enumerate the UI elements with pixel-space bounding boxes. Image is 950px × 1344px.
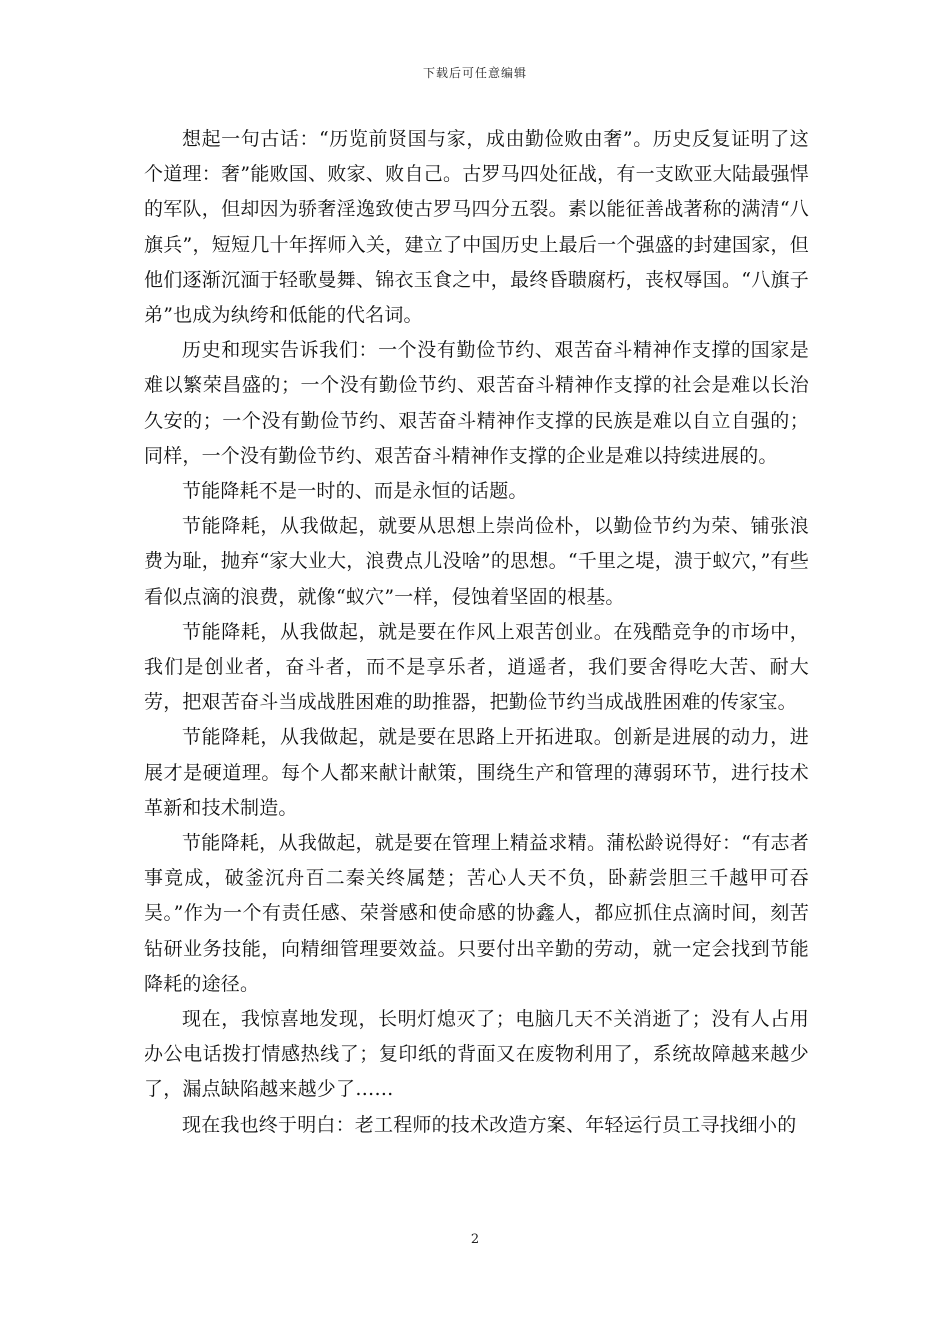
paragraph-history-reality: 历史和现实告诉我们：一个没有勤俭节约、艰苦奋斗精神作支撑的国家是难以繁荣昌盛的；一个没有勤俭节约、艰苦奋斗精神作支撑的社会是难以长治久安的；一个没有勤俭节约、艰苦奋斗精神作支撑的民族是难以自立自强的；同样，一个没有勤俭节约、艰苦奋斗精神作支撑的企业是难以持续进展的。 <box>144 339 809 467</box>
paragraph-understanding: 现在我也终于明白：老工程师的技术改造方案、年轻运行员工寻找细小的 <box>182 1113 797 1136</box>
page-number: 2 <box>470 1232 480 1247</box>
paragraph-innovation: 节能降耗，从我做起，就是要在思路上开拓进取。创新是进展的动力，进展才是硬道理。每个人都来献计献策，围绕生产和管理的薄弱环节，进行技术革新和技术制造。 <box>144 726 809 819</box>
paragraph-style: 节能降耗，从我做起，就是要在作风上艰苦创业。在残酷竞争的市场中，我们是创业者，奋斗者，而不是享乐者，逍遥者，我们要舍得吃大苦、耐大劳，把艰苦奋斗当成战胜困难的助推器，把勤俭节约当成战胜困难的传家宝。 <box>144 620 809 714</box>
paragraph-thought: 节能降耗，从我做起，就要从思想上崇尚俭朴，以勤俭节约为荣、铺张浪费为耻，抛弃“家大业大，浪费点儿没啥”的思想。“千里之堤，溃于蚁穴，”有些看似点滴的浪费，就像“蚁穴”一样，侵蚀着坚固的根基。 <box>144 515 809 608</box>
paragraph-eternal-topic: 节能降耗不是一时的、而是永恒的话题。 <box>182 480 528 503</box>
paragraph-discovery: 现在，我惊喜地发现，长明灯熄灭了；电脑几天不关消逝了；没有人占用办公电话拨打情感热线了；复印纸的背面又在废物利用了，系统故障越来越少了，漏点缺陷越来越少了…… <box>144 1008 809 1101</box>
paragraph-management: 节能降耗，从我做起，就是要在管理上精益求精。蒲松龄说得好：“有志者事竟成，破釜沉舟百二秦关终属楚；苦心人天不负，卧薪尝胆三千越甲可吞吴。”作为一个有责任感、荣誉感和使命感的协鑫人，都应抓住点滴时间，刻苦钻研业务技能，向精细管理要效益。只要付出辛勤的劳动，就一定会找到节能降耗的途径。 <box>144 832 809 995</box>
page-header: 下载后可任意编辑 <box>422 66 527 80</box>
paragraph-ancient-saying: 想起一句古话：“历览前贤国与家，成由勤俭败由奢”。历史反复证明了这个道理：奢”能败国、败家、败自己。古罗马四处征战，有一支欧亚大陆最强悍的军队，但却因为骄奢淫逸致使古罗马四分五裂。素以能征善战著称的满清“八旗兵”，短短几十年挥师入关，建立了中国历史上最后一个强盛的封建国家，但他们逐渐沉湎于轻歌曼舞、锦衣玉食之中，最终昏聩腐朽，丧权辱国。“八旗子弟”也成为纨绔和低能的代名词。 <box>144 128 809 327</box>
document-body <box>144 122 809 1143</box>
